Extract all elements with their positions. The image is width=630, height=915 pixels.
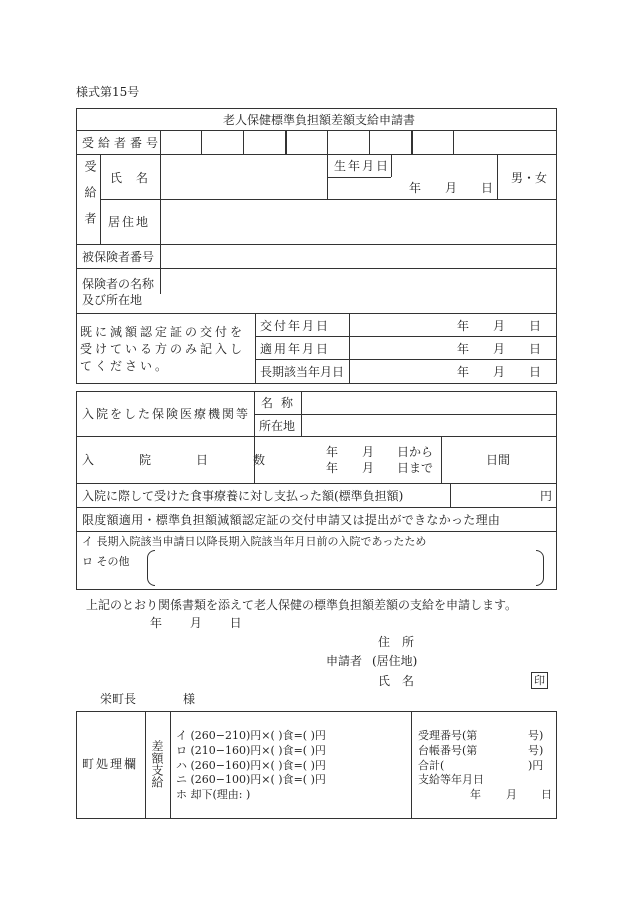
processing-label: 町処理欄 xyxy=(82,757,139,771)
until-month: 月 xyxy=(362,461,375,475)
calc-line-ro: ロ (210−160)円×( )食=( )円 xyxy=(176,744,326,757)
declaration-statement: 上記のとおり関係書類を添えて老人保健の標準負担額差額の支給を申請します。 xyxy=(86,598,518,612)
institution-name-input[interactable] xyxy=(302,392,556,413)
calc-line-i: イ (260−210)円×( )食=( )円 xyxy=(176,729,326,742)
paid-amount-label: 入院に際して受けた食事療養に対し支払った額(標準負担額) xyxy=(82,489,404,503)
name-label: 氏名 xyxy=(110,171,163,185)
total-label: 合計( xyxy=(418,759,445,772)
addressee: 栄町長 xyxy=(100,692,137,706)
calc-line-ha: ハ (260−160)円×( )食=( )円 xyxy=(176,759,326,772)
payment-month: 月 xyxy=(506,788,517,801)
apply-year: 年 xyxy=(457,342,470,356)
reason-other-bracket-left xyxy=(147,550,155,586)
recipient-number-label: 受給者番号 xyxy=(82,136,163,150)
apply-month: 月 xyxy=(493,342,506,356)
payment-year: 年 xyxy=(470,788,481,801)
from-month: 月 xyxy=(362,445,375,459)
form-number: 様式第15号 xyxy=(76,85,140,99)
apply-day: 日 xyxy=(529,342,542,356)
issue-date-label: 交付年月日 xyxy=(260,319,331,333)
institution-location-input[interactable] xyxy=(302,415,556,435)
calc-line-ni: ニ (260−100)円×( )食=( )円 xyxy=(176,773,326,786)
recipient-group-label: 受給者 xyxy=(83,160,97,238)
until-label: 日まで xyxy=(397,461,434,475)
longterm-month: 月 xyxy=(493,365,506,379)
longterm-day: 日 xyxy=(529,365,542,379)
days-unit: 日間 xyxy=(486,453,511,467)
institution-label: 入院をした保険医療機関等 xyxy=(82,407,251,421)
reason-option-i[interactable]: イ 長期入院該当申請日以降長期入院該当年月日前の入院であったため xyxy=(82,535,427,548)
declaration-date[interactable]: 年 月 日 xyxy=(150,616,242,630)
form-title: 老人保健標準負担額差額支給申請書 xyxy=(223,113,416,127)
reduction-note: 既に減額認定証の交付を受けている方のみ記入してください。 xyxy=(80,325,246,373)
insurer-label-line2: 及び所在地 xyxy=(82,293,143,307)
institution-name-label: 名称 xyxy=(261,396,302,410)
applicant-name-label: 氏名 xyxy=(378,674,427,688)
receipt-number-label: 受理番号(第 xyxy=(418,729,478,742)
gender-select[interactable]: 男・女 xyxy=(511,171,548,185)
birth-day-label: 日 xyxy=(481,181,494,195)
issue-day: 日 xyxy=(529,319,542,333)
from-label: 日から xyxy=(397,445,434,459)
paid-amount-input[interactable] xyxy=(451,484,536,506)
insurer-input[interactable] xyxy=(161,269,556,312)
birthdate-label: 生年月日 xyxy=(334,159,391,173)
applicant-residence-label: (居住地) xyxy=(372,654,418,668)
issue-year: 年 xyxy=(457,319,470,333)
ledger-number-suffix: 号) xyxy=(528,744,544,757)
longterm-year: 年 xyxy=(457,365,470,379)
name-input[interactable] xyxy=(161,155,327,198)
insured-number-input[interactable] xyxy=(161,245,556,267)
ledger-number-label: 台帳番号(第 xyxy=(418,744,478,757)
birth-year-label: 年 xyxy=(409,181,422,195)
total-suffix: )円 xyxy=(528,759,544,772)
seal-stamp: 印 xyxy=(531,672,548,689)
stay-days-label: 入院日数 xyxy=(82,453,311,467)
address-label: 居住地 xyxy=(108,215,151,229)
applicant-address-label: 住所 xyxy=(378,635,427,649)
receipt-number-suffix: 号) xyxy=(528,729,544,742)
address-input[interactable] xyxy=(161,200,556,243)
payment-date-label: 支給等年月日 xyxy=(418,773,484,786)
institution-location-label: 所在地 xyxy=(259,419,296,433)
reason-other-input[interactable] xyxy=(157,551,534,585)
reason-other-bracket-right xyxy=(536,550,544,586)
insurer-label-line1: 保険者の名称 xyxy=(82,277,155,291)
reason-option-ro[interactable]: ロ その他 xyxy=(82,555,130,568)
from-year: 年 xyxy=(326,445,339,459)
addressee-honorific: 様 xyxy=(183,692,196,706)
longterm-date-label: 長期該当年月日 xyxy=(260,365,345,379)
applicant-label: 申請者 xyxy=(326,654,363,668)
recipient-number-input[interactable] xyxy=(161,131,556,153)
paid-amount-yen: 円 xyxy=(540,489,553,503)
calc-line-ho: ホ 却下(理由: ) xyxy=(176,788,251,801)
until-year: 年 xyxy=(326,461,339,475)
apply-date-label: 適用年月日 xyxy=(260,342,331,356)
difference-label: 差額支給 xyxy=(150,740,164,788)
birth-month-label: 月 xyxy=(445,181,458,195)
insured-number-label: 被保険者番号 xyxy=(82,250,155,264)
payment-day: 日 xyxy=(541,788,552,801)
reason-title: 限度額適用・標準負担額減額認定証の交付申請又は提出ができなかった理由 xyxy=(82,513,501,527)
issue-month: 月 xyxy=(493,319,506,333)
